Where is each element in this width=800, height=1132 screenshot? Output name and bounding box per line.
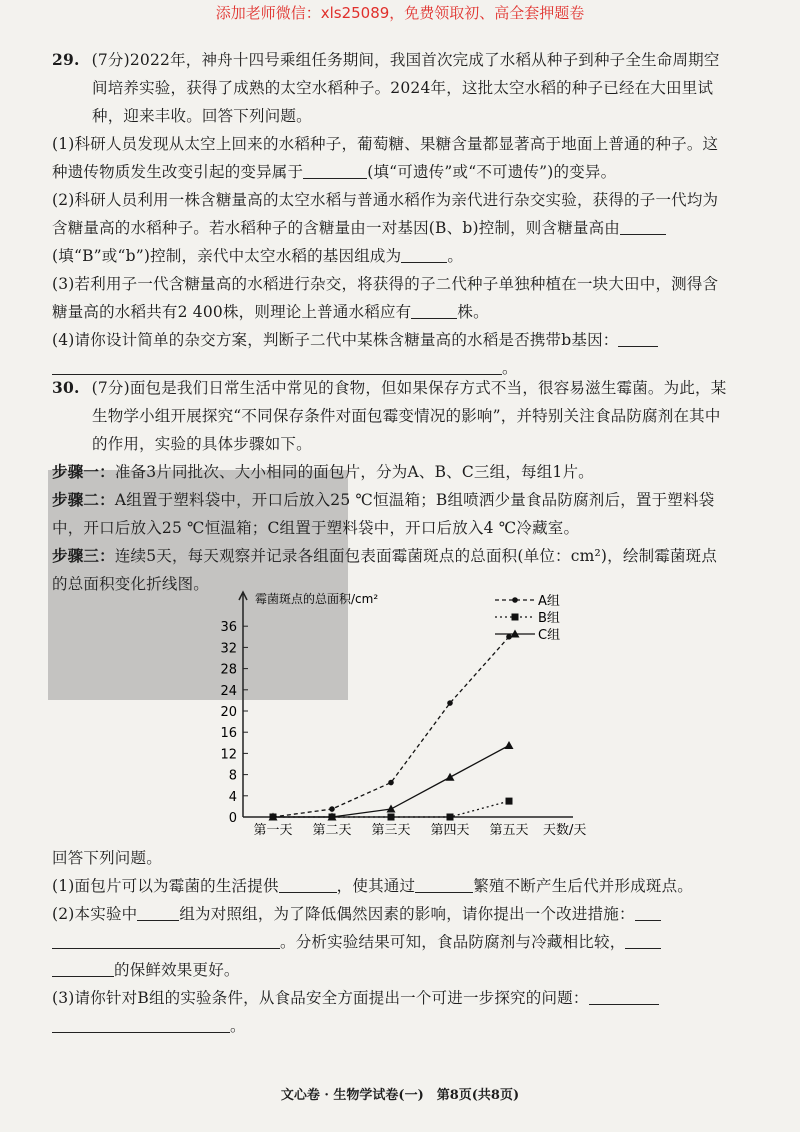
y-tick-label: 16	[220, 726, 237, 742]
q30-step1	[52, 458, 732, 486]
x-tick-label: 第五天	[489, 823, 529, 838]
q30-blank-5[interactable]	[52, 930, 280, 949]
data-point-3	[505, 741, 514, 749]
x-tick-label: 第四天	[430, 823, 470, 838]
page-footer: 文心卷 · 生物学试卷(一) 第8页(共8页)	[280, 1088, 520, 1103]
q29-blank-1[interactable]	[303, 160, 367, 179]
q29-part4-end: 。	[502, 359, 518, 377]
q29-intro	[52, 46, 732, 130]
q30-step1-text: 准备3片同批次、大小相同的面包片，分为A、B、C三组，每组1片。	[114, 463, 594, 481]
question-29	[52, 46, 732, 382]
y-tick-label: 8	[228, 768, 237, 784]
data-point-3	[387, 805, 396, 813]
q30-blank-6[interactable]	[625, 930, 661, 949]
data-point-3	[446, 773, 455, 781]
q30-blank-9[interactable]	[52, 1014, 230, 1033]
data-point-2	[447, 814, 454, 821]
q30-part1	[52, 872, 732, 900]
q29-blank-5[interactable]	[618, 328, 658, 347]
q30-step3-text: 连续5天，每天观察并记录各组面包表面霉菌斑点的总面积(单位：cm²)，绘制霉菌斑点的总面积变化折线图。	[52, 547, 718, 593]
legend-label-2: B组	[538, 611, 560, 626]
q30-intro	[52, 374, 732, 458]
q29-part2-end: 。	[447, 247, 464, 265]
y-axis-label: 霉菌斑点的总面积/cm²	[255, 592, 379, 606]
mold-area-line-chart	[195, 588, 615, 838]
q29-part1-text: (1)科研人员发现从太空上回来的水稻种子，葡萄糖、果糖含量都显著高于地面上普通的种子。这种遗传物质发生改变引起的变异属于	[52, 135, 719, 181]
q29-part2	[52, 186, 732, 270]
q30-part3-end: 。	[230, 1017, 246, 1035]
q30-step2-label: 步骤二：	[52, 490, 115, 509]
q29-part3-text: (3)若利用子一代含糖量高的水稻进行杂交，将获得的子二代种子单独种植在一块大田中，测得含糖量高的水稻共有2 400株，则理论上普通水稻应有	[52, 275, 719, 321]
y-tick-label: 0	[228, 811, 237, 826]
y-tick-label: 36	[220, 620, 237, 636]
q30-part1-mid: ，使其通过	[336, 877, 416, 895]
data-point-2	[506, 798, 513, 805]
q30-number: 30.	[52, 378, 80, 397]
q29-blank-6[interactable]	[52, 356, 502, 375]
y-tick-label: 32	[220, 641, 237, 657]
q29-part2-mid: (填“B”或“b”)控制，亲代中太空水稻的基因组成为	[52, 247, 402, 265]
q30-blank-4[interactable]	[635, 902, 661, 921]
q29-blank-4[interactable]	[411, 300, 457, 319]
x-tick-label: 第二天	[312, 823, 352, 838]
promo-header: 添加老师微信：xls25089，免费领取初、高全套押题卷	[215, 4, 585, 22]
series-line-1	[273, 637, 509, 817]
legend-label-3: C组	[538, 628, 561, 643]
q30-blank-7[interactable]	[52, 958, 114, 977]
q30-part1-tail: 繁殖不断产生后代并形成斑点。	[473, 877, 693, 895]
q30-answers	[52, 844, 732, 1040]
y-tick-label: 4	[228, 789, 237, 805]
q30-blank-3[interactable]	[137, 902, 179, 921]
q29-intro-text: (7分)2022年，神舟十四号乘组任务期间，我国首次完成了水稻从种子到种子全生命周期空间培养实验，获得了成熟的太空水稻种子。2024年，这批太空水稻的种子已经在大田里试种，迎来丰收。回答下列问题。	[91, 51, 720, 125]
q30-blank-1[interactable]	[279, 874, 337, 893]
q30-intro-text: (7分)面包是我们日常生活中常见的食物，但如果保存方式不当，很容易滋生霉菌。为此，某生物学小组开展探究“不同保存条件对面包霉变情况的影响”，并特别关注食品防腐剂在其中的作用，实验的具体步骤如下。	[91, 379, 727, 453]
q30-part2-mid: 组为对照组，为了降低偶然因素的影响，请你提出一个改进措施：	[179, 905, 635, 923]
q30-step2-text: A组置于塑料袋中，开口后放入25 ℃恒温箱；B组喷洒少量食品防腐剂后，置于塑料袋中，开口后放入25 ℃恒温箱；C组置于塑料袋中，开口后放入4 ℃冷藏室。	[52, 491, 715, 537]
chart-layer	[220, 591, 586, 838]
data-point-1	[447, 700, 453, 706]
x-tick-label: 第三天	[371, 823, 411, 838]
q30-part2-text: (2)本实验中	[52, 905, 138, 923]
x-axis-label: 天数/天	[543, 823, 587, 838]
y-tick-label: 20	[220, 705, 237, 720]
data-point-1	[388, 780, 394, 786]
q30-step1-label: 步骤一：	[52, 462, 115, 481]
data-point-2	[388, 814, 395, 821]
legend-marker-1	[512, 597, 518, 603]
q30-part2-tail: 的保鲜效果更好。	[114, 961, 240, 979]
q30-blank-2[interactable]	[415, 874, 473, 893]
q29-part1-tail: (填“可遗传”或“不可遗传”)的变异。	[367, 163, 617, 181]
q29-part3	[52, 270, 732, 326]
q30-answer-lead: 回答下列问题。	[52, 849, 162, 867]
q30-part3-text: (3)请你针对B组的实验条件，从食品安全方面提出一个可进一步探究的问题：	[52, 989, 589, 1007]
q29-part4-text: (4)请你设计简单的杂交方案，判断子二代中某株含糖量高的水稻是否携带b基因：	[52, 331, 619, 349]
q29-blank-3[interactable]	[401, 244, 447, 263]
q30-blank-8[interactable]	[589, 986, 659, 1005]
q30-part2-mid2: 。分析实验结果可知，食品防腐剂与冷藏相比较，	[280, 933, 626, 951]
question-30	[52, 374, 732, 598]
q30-part2	[52, 900, 732, 984]
q30-part3	[52, 984, 732, 1040]
q30-step2	[52, 486, 732, 542]
q29-blank-2[interactable]	[620, 216, 666, 235]
y-tick-label: 28	[220, 662, 237, 678]
x-tick-label: 第一天	[253, 823, 293, 838]
y-tick-label: 24	[220, 683, 237, 699]
q29-part1	[52, 130, 732, 186]
q29-number: 29.	[52, 50, 80, 69]
data-point-1	[329, 806, 335, 812]
q30-step3-label: 步骤三：	[52, 546, 115, 565]
q29-part2-text: (2)科研人员利用一株含糖量高的太空水稻与普通水稻作为亲代进行杂交实验，获得的子一代均为含糖量高的水稻种子。若水稻种子的含糖量由一对基因(B、b)控制，则含糖量高由	[52, 191, 719, 237]
legend-label-1: A组	[538, 594, 560, 609]
q29-part3-tail: 株。	[457, 303, 489, 321]
legend-marker-2	[512, 614, 519, 621]
q30-part1-text: (1)面包片可以为霉菌的生活提供	[52, 877, 279, 895]
y-tick-label: 12	[220, 747, 237, 763]
